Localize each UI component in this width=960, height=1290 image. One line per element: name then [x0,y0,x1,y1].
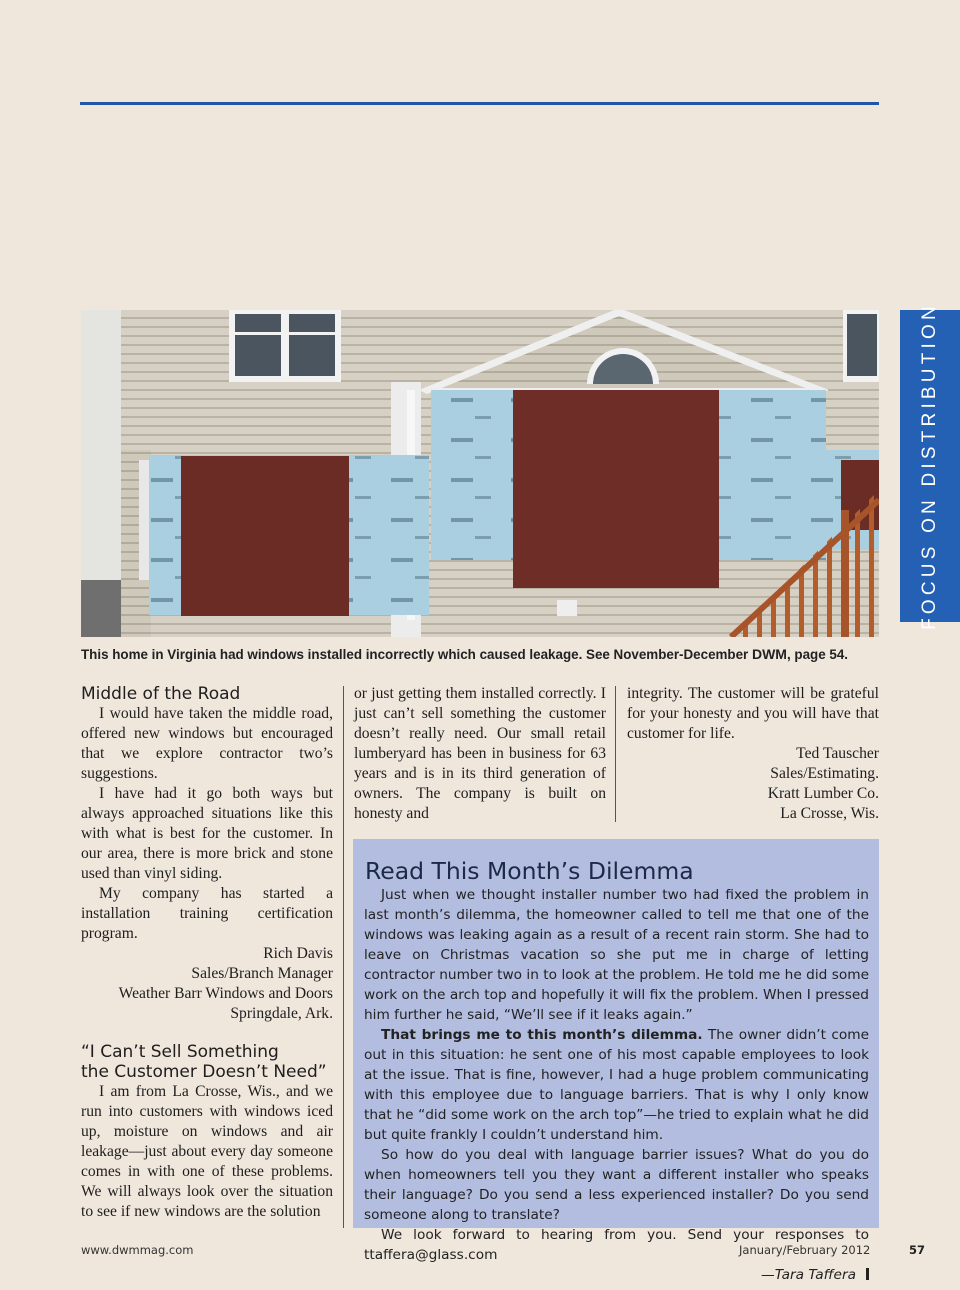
footer-issue: January/February 2012 [739,1243,871,1257]
section-tab-label: FOCUS ON DISTRIBUTION [919,302,940,630]
dilemma-signature-line [364,1265,869,1285]
signature-title: Sales/Branch Manager [191,965,333,982]
signature-title: Sales/Estimating. [770,765,879,782]
signature-name: Rich Davis [263,945,333,962]
dilemma-lead: That brings me to this month’s dilemma. [381,1027,703,1043]
dilemma-signature: —Tara Taffera [761,1267,856,1283]
page-number: 57 [909,1243,926,1257]
caption-page-ref: , page 54. [786,647,849,662]
signature-company: Weather Barr Windows and Doors [118,985,333,1002]
paragraph: or just getting them installed correctly. I just can’t sell something the customer doesn’t really need. Our small retail lumberyard has been in business for 63 years and is in its third generation of owners. The company is built on honesty and [354,685,606,822]
article-heading: “I Can’t Sell Something [81,1042,279,1062]
top-rule [80,102,879,105]
paragraph: Just when we thought installer number two had fixed the problem in last month’s dilemma, the homeowner called to tell me that one of the windows was leaking again as a result of a recent rain storm. She had to leave on Christmas vacation so she put me in charge of letting contractor number two in to look at the problem. He told me he did some work on the arch top and hopefully it will fix the problem. When I pressed him further he said, “We’ll see if it leaks again.” [364,887,869,1023]
paragraph: integrity. The customer will be grateful for your honesty and you will have that customer for life. [627,685,879,742]
column-divider [343,686,344,1228]
house-photo [81,310,879,637]
signature-location: La Crosse, Wis. [780,805,879,822]
column-3 [627,684,879,824]
dilemma-text: The owner didn’t come out in this situation: he sent one of his most capable employees to look at the issue. That is fine, however, I had a huge problem communicating with this employee due to language barriers. That is why I only know that he “did some work on the arch top”—he tried to explain what he did but quite frankly I couldn’t understand him. [364,1027,869,1143]
paragraph: I would have taken the middle road, offered new windows but encouraged that we explore contractor two’s suggestions. [81,705,333,782]
end-mark-icon [866,1268,869,1280]
dilemma-body [364,885,869,1285]
footer-website: www.dwmmag.com [81,1243,194,1257]
paragraph [364,1025,869,1145]
section-tab [900,302,960,630]
article-heading: the Customer Doesn’t Need” [81,1062,327,1082]
paragraph: We look forward to hearing from you. Send your responses to ttaffera@glass.com [364,1227,869,1263]
dilemma-title: Read This Month’s Dilemma [365,857,694,885]
column-2 [354,684,606,824]
column-divider [615,686,616,822]
paragraph: My company has started a installation training certification program. [81,885,333,942]
column-1 [81,684,333,1222]
signature-location: Springdale, Ark. [230,1005,333,1022]
paragraph: I have had it go both ways but always approached situations like this with what is best for the customer. In our area, there is more brick and stone used than vinyl siding. [81,785,333,882]
signature-name: Ted Tauscher [796,745,879,762]
caption-text: This home in Virginia had windows installed incorrectly which caused leakage. See November-December [81,647,752,662]
signature-company: Kratt Lumber Co. [767,785,879,802]
house-illustration [81,310,879,637]
photo-caption [81,646,881,662]
article-heading: Middle of the Road [81,684,241,704]
caption-magazine: DWM [751,646,787,662]
paragraph: So how do you deal with language barrier issues? What do you do when homeowners tell you they want a different installer who speaks their language? Do you send a less experienced installer? Do you send someone along to translate? [364,1147,869,1223]
paragraph: I am from La Crosse, Wis., and we run into customers with windows iced up, moisture on windows and air leakage—just about every day someone comes in with one of these problems. We will always look over the situation to see if new windows are the solution [81,1083,333,1220]
